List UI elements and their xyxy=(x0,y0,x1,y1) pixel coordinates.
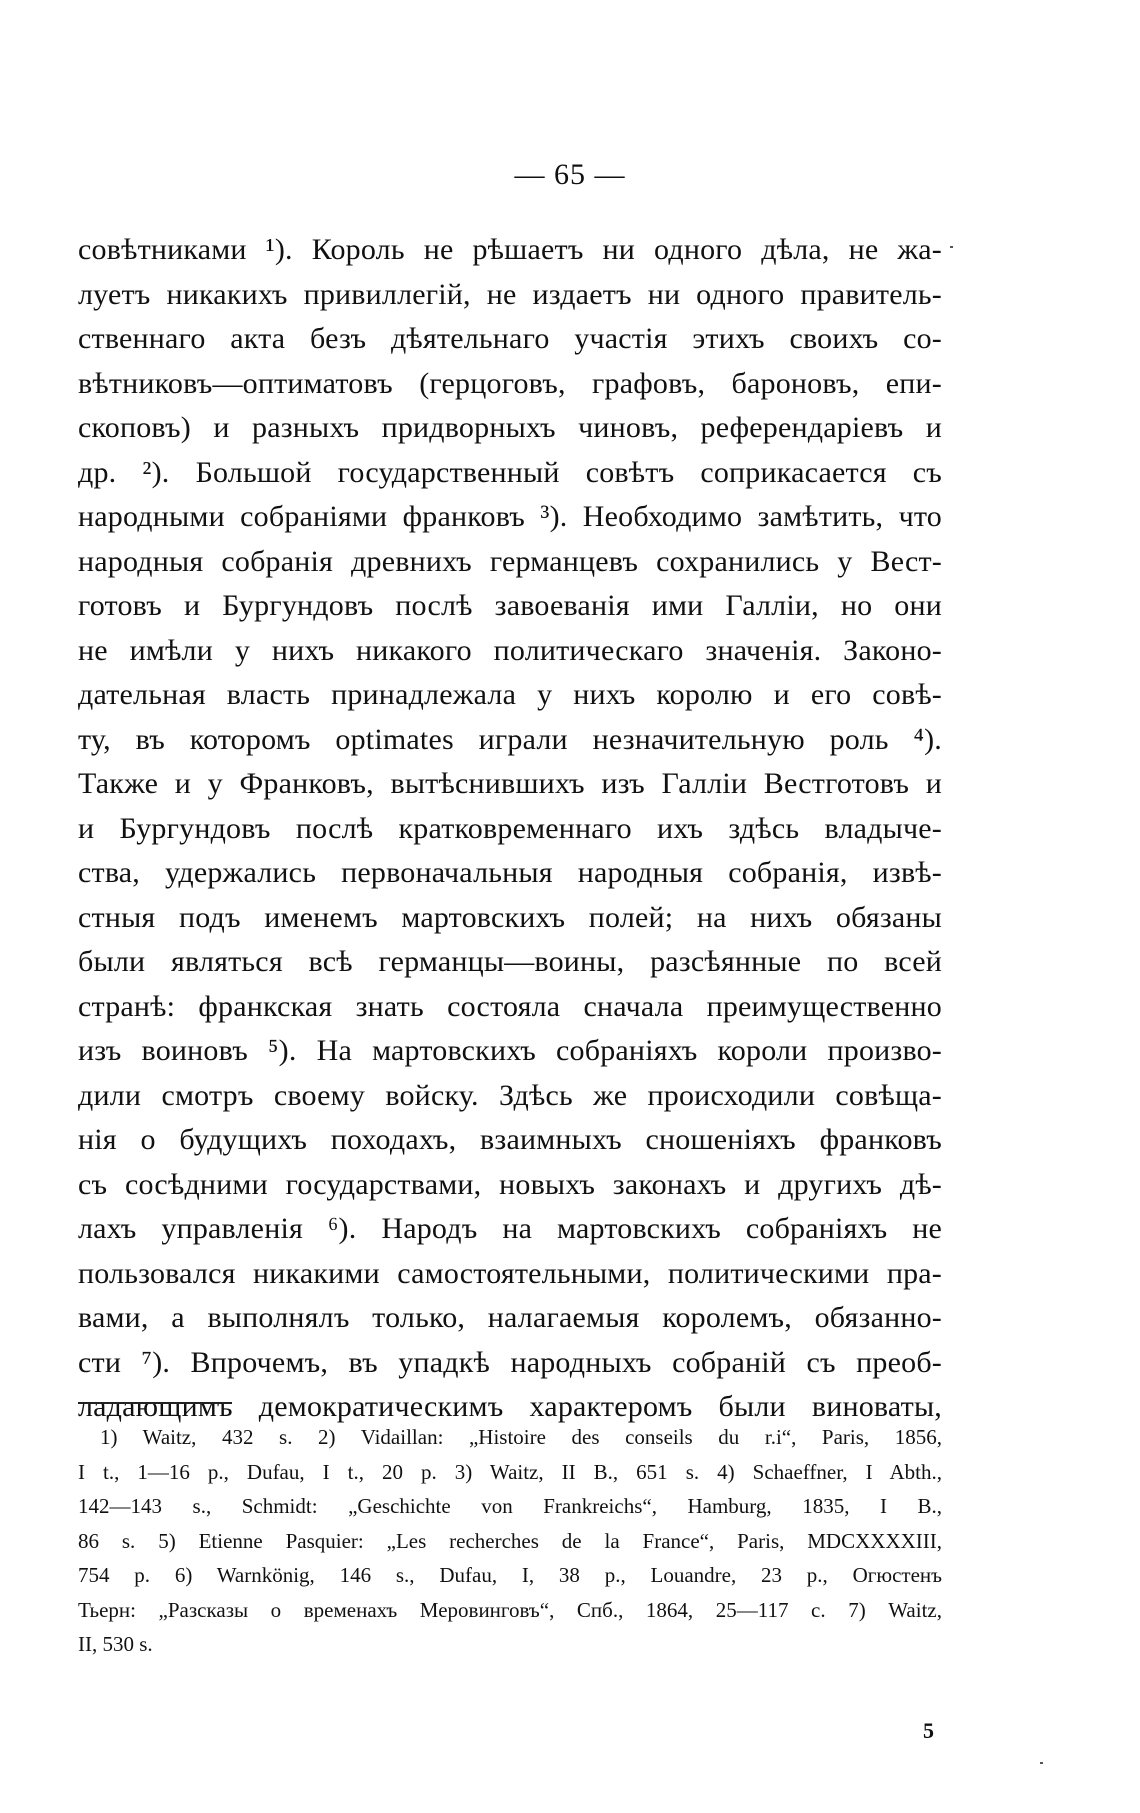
body-line: готовъ и Бургундовъ послѣ завоеванія ими Галліи, но они xyxy=(78,589,942,622)
footnotes xyxy=(78,1420,942,1662)
body-line: совѣтниками ¹). Король не рѣшаетъ ни одного дѣла, не жа- xyxy=(78,233,942,266)
body-line: лахъ управленія ⁶). Народъ на мартовскихъ собраніяхъ не xyxy=(78,1212,942,1245)
footnote-line: 86 s. 5) Etienne Pasquier: „Les recherches de la France“, Paris, MDCXXXXIII, xyxy=(78,1528,942,1553)
body-line: съ сосѣдними государствами, новыхъ законахъ и другихъ дѣ- xyxy=(78,1167,942,1201)
body-line: ту, въ которомъ optimates играли незначительную роль ⁴). xyxy=(78,722,942,756)
footnote-line: 1) Waitz, 432 s. 2) Vidaillan: „Histoire des conseils du r.i“, Paris, 1856, xyxy=(100,1425,942,1449)
body-line: нія о будущихъ походахъ, взаимныхъ сношеніяхъ франковъ xyxy=(78,1123,942,1156)
body-line: луетъ никакихъ привиллегій, не издаетъ ни одного правитель- xyxy=(78,277,942,311)
body-line: пользовался никакими самостоятельными, политическими пра- xyxy=(78,1256,942,1290)
body-line: вѣтниковъ—оптиматовъ (герцоговъ, графовъ, бароновъ, епи- xyxy=(78,366,942,400)
body-line: скоповъ) и разныхъ придворныхъ чиновъ, референдаріевъ и xyxy=(78,411,942,444)
footnote-line: 142—143 s., Schmidt: „Geschichte von Frankreichs“, Hamburg, 1835, I B., xyxy=(78,1494,942,1518)
body-line: были являться всѣ германцы—воины, разсѣянные по всей xyxy=(78,945,942,978)
print-speck xyxy=(1040,1762,1043,1764)
footnote-line: I t., 1—16 p., Dufau, I t., 20 p. 3) Waitz, II B., 651 s. 4) Schaeffner, I Abth., xyxy=(78,1459,942,1484)
body-line: стныя подъ именемъ мартовскихъ полей; на нихъ обязаны xyxy=(78,900,942,934)
body-line: ства, удержались первоначальныя народныя собранія, извѣ- xyxy=(78,856,942,889)
body-line: не имѣли у нихъ никакого политическаго значенія. Законо- xyxy=(78,633,942,667)
page-number: — 65 — xyxy=(514,158,626,191)
footnote-line: Тьерн: „Разсказы о временахъ Меровинговъ“, Спб., 1864, 25—117 с. 7) Waitz, xyxy=(78,1597,942,1622)
body-line: ственнаго акта безъ дѣятельнаго участія этихъ своихъ со- xyxy=(78,322,942,355)
body-line: и Бургундовъ послѣ кратковременнаго ихъ здѣсь владыче- xyxy=(78,811,942,845)
footnote-separator xyxy=(78,1402,232,1404)
body-line: странѣ: франкская знать состояла сначала преимущественно xyxy=(78,989,942,1023)
signature-mark: 5 xyxy=(923,1718,934,1743)
body-line: дательная власть принадлежала у нихъ королю и его совѣ- xyxy=(78,678,942,711)
footnote-line: 754 p. 6) Warnkönig, 146 s., Dufau, I, 38 p., Louandre, 23 p., Огюстенъ xyxy=(78,1563,942,1587)
body-line: народныя собранія древнихъ германцевъ сохранились у Вест- xyxy=(78,544,942,578)
body-line: изъ воиновъ ⁵). На мартовскихъ собраніяхъ короли произво- xyxy=(78,1034,942,1067)
body-line: Также и у Франковъ, вытѣснившихъ изъ Галліи Вестготовъ и xyxy=(78,767,942,800)
body-line: народными собраніями франковъ ³). Необходимо замѣтить, что xyxy=(78,500,942,533)
body-line: дили смотръ своему войску. Здѣсь же происходили совѣща- xyxy=(78,1078,942,1112)
print-speck xyxy=(950,246,953,248)
body-line: вами, а выполнялъ только, налагаемыя королемъ, обязанно- xyxy=(78,1301,942,1334)
body-text xyxy=(78,228,942,1430)
body-line: сти ⁷). Впрочемъ, въ упадкѣ народныхъ собраній съ преоб- xyxy=(78,1345,942,1379)
footnote-line: II, 530 s. xyxy=(78,1632,153,1656)
body-line: др. ²). Большой государственный совѣтъ соприкасается съ xyxy=(78,455,942,489)
body-line: ладающимъ демократическимъ характеромъ были виноваты, xyxy=(78,1390,942,1423)
